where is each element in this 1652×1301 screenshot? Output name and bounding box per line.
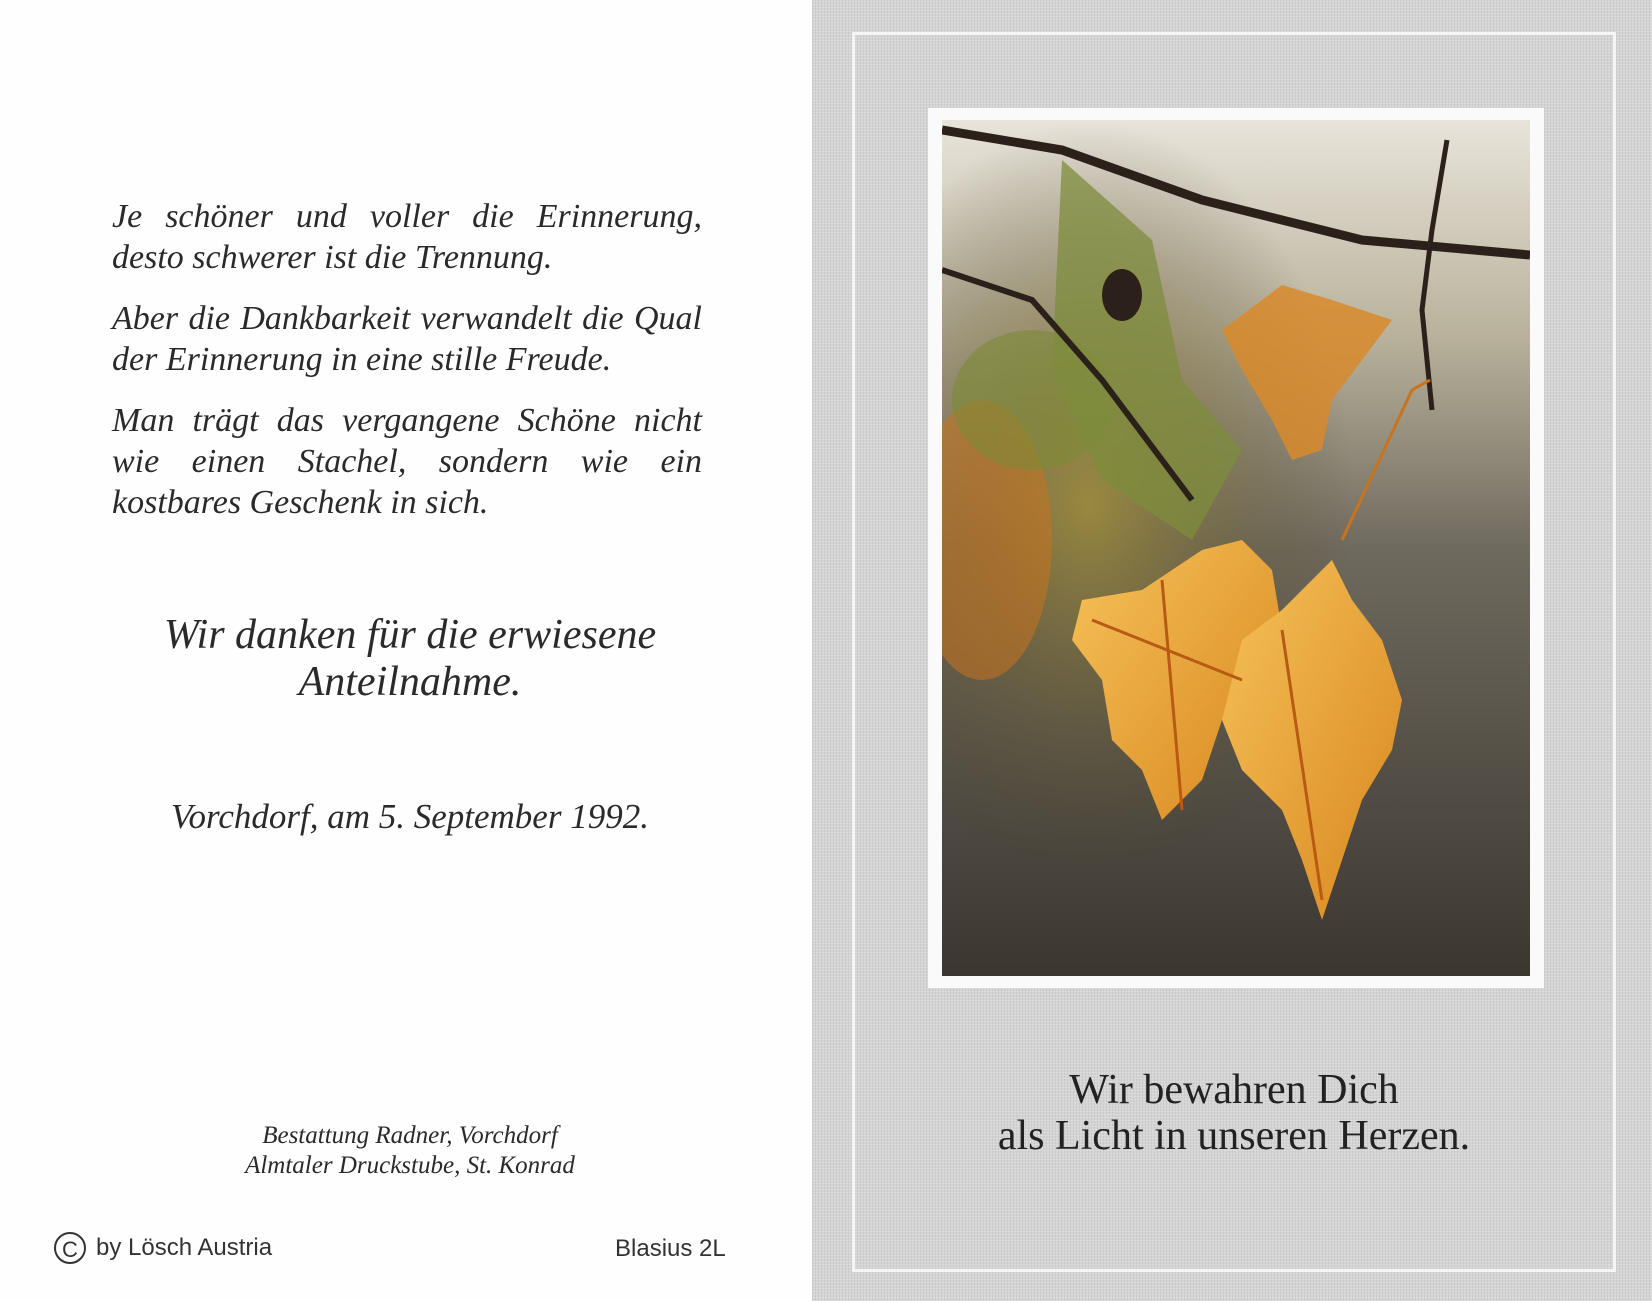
right-card-panel <box>812 0 1652 1301</box>
photo-frame <box>928 108 1544 988</box>
copyright-notice <box>54 1232 272 1264</box>
place-date: Vorchdorf, am 5. September 1992. <box>171 797 649 836</box>
thanks-line-1: Wir danken für die erwiesene <box>163 612 657 658</box>
verse-line-1: Wir bewahren Dich <box>1069 1067 1399 1113</box>
autumn-leaves-photo <box>942 120 1530 976</box>
credits-printer: Almtaler Druckstube, St. Konrad <box>245 1152 575 1179</box>
thanks-message <box>80 612 740 706</box>
poem-text <box>112 196 702 543</box>
poem-stanza-1: Je schöner und voller die Erinnerung, desto schwerer ist die Trennung. <box>112 198 702 276</box>
poem-stanza-3: Man trägt das vergangene Schöne nicht wie einen Stachel, sondern wie ein kostbares Geschenk in sich. <box>112 402 702 521</box>
copyright-text: by Lösch Austria <box>96 1234 273 1261</box>
model-code: Blasius 2L <box>615 1235 726 1262</box>
thanks-line-2: Anteilnahme. <box>298 659 522 705</box>
credits <box>160 1121 660 1181</box>
credits-funeral-home: Bestattung Radner, Vorchdorf <box>262 1122 558 1149</box>
poem-stanza-2: Aber die Dankbarkeit verwandelt die Qual der Erinnerung in eine stille Freude. <box>112 300 702 378</box>
verse-line-2: als Licht in unseren Herzen. <box>997 1113 1471 1159</box>
verse <box>872 1067 1596 1159</box>
copyright-icon: C <box>54 1232 86 1264</box>
left-card-panel <box>0 0 812 1301</box>
